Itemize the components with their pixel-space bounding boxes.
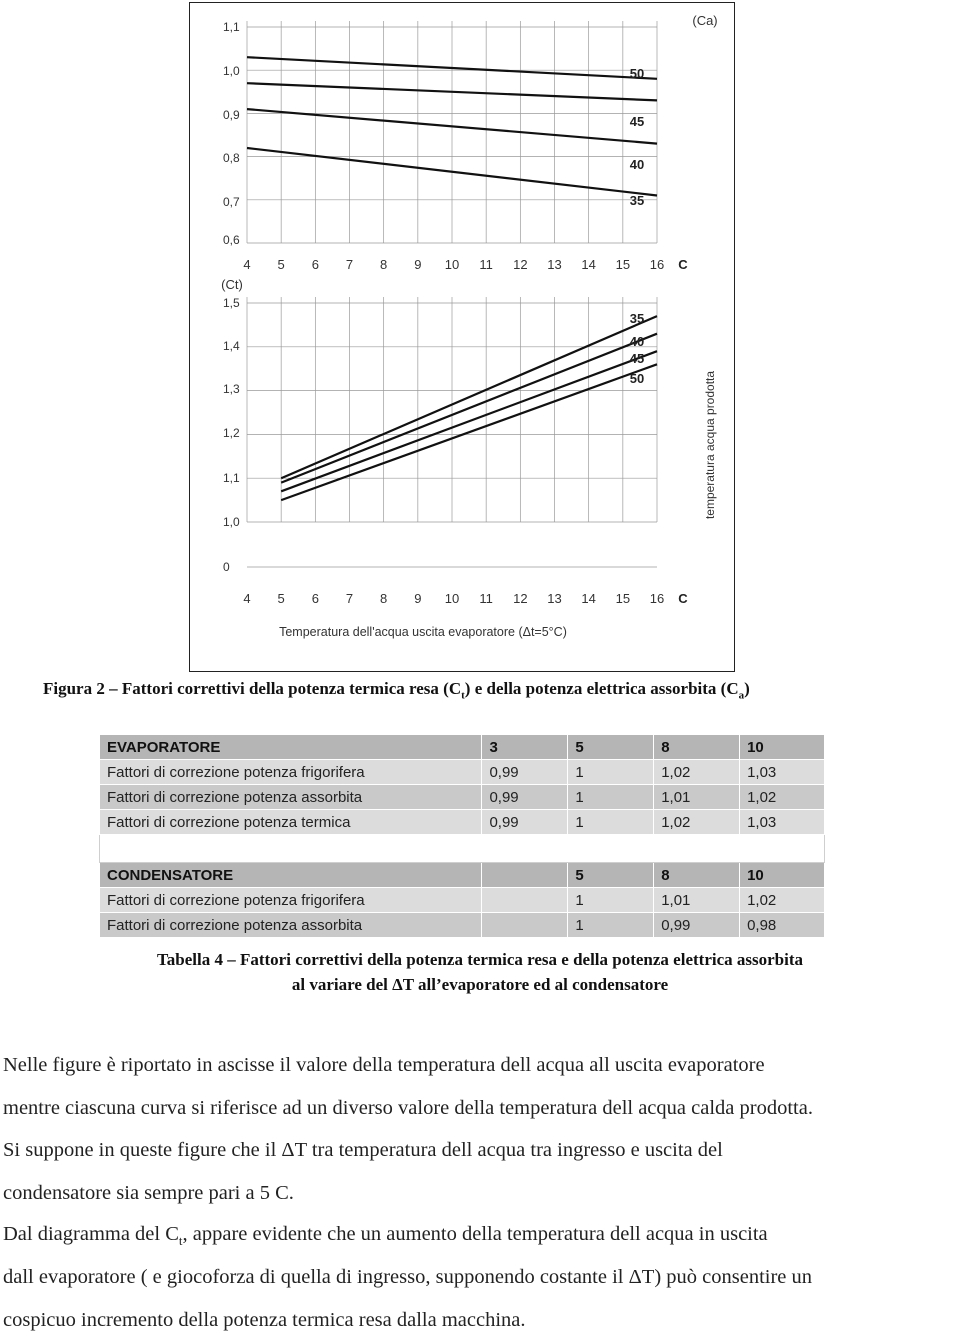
x-tick-label: 14 [581, 257, 596, 272]
table-cell: 1 [568, 913, 654, 938]
series-line [281, 351, 657, 491]
x-tick-label: 5 [277, 591, 285, 606]
y-tick-label: 0,6 [223, 233, 240, 247]
table-cell: 0,99 [482, 760, 568, 785]
y-tick-label: 1,0 [223, 515, 240, 529]
y-tick-label: 1,3 [223, 382, 240, 396]
paragraph-line: Si suppone in queste figure che il ΔT tra temperatura dell acqua tra ingresso e uscita del [3, 1139, 723, 1161]
table-spacer-row [100, 835, 825, 863]
paragraph-line: Dal diagramma del $C_t$, appare evidente che un aumento della temperatura dell acqua in uscita [3, 1223, 768, 1249]
x-tick-label: 15 [615, 257, 631, 272]
x-tick-label: 10 [444, 257, 460, 272]
table-row [100, 810, 825, 835]
table-row [100, 913, 825, 938]
table-header-row [100, 863, 825, 888]
x-tick-label: 16 [649, 257, 665, 272]
table-cell: 0,99 [482, 810, 568, 835]
x-axis-title: Temperatura dell'acqua uscita evaporatore (Δt=5°C) [279, 625, 567, 639]
paragraph-line: dall evaporatore ( e giocoforza di quella di ingresso, supponendo costante il ΔT) può consentire un [3, 1266, 813, 1288]
x-axis-unit: C [678, 591, 688, 606]
x-tick-label: 4 [243, 257, 251, 272]
x-tick-label: 9 [414, 591, 422, 606]
table-cell: Fattori di correzione potenza assorbita [100, 913, 482, 938]
table-cell: EVAPORATORE [100, 735, 482, 760]
series-label: 40 [629, 157, 645, 172]
series-label: 50 [629, 371, 645, 386]
table-cell: 0,99 [654, 913, 740, 938]
ca-unit-label: (Ca) [692, 13, 718, 28]
correction-factor-charts [190, 3, 736, 673]
table-cell: 1 [568, 785, 654, 810]
table-cell: 1 [568, 760, 654, 785]
table-cell: 8 [654, 863, 740, 888]
x-tick-label: 16 [649, 591, 665, 606]
x-tick-label: 11 [479, 257, 493, 272]
table-cell: 5 [568, 863, 654, 888]
table-caption: Tabella 4 – Fattori correttivi della potenza termica resa e della potenza elettrica assorbita [157, 950, 803, 969]
table-row [100, 785, 825, 810]
y-tick-label: 1,5 [223, 296, 240, 310]
y-tick-label: 1,1 [223, 20, 240, 34]
table-cell: 1 [568, 810, 654, 835]
paragraph-line: Nelle figure è riportato in ascisse il valore della temperatura dell acqua all uscita evaporatore [3, 1054, 765, 1076]
table-cell [482, 888, 568, 913]
table-cell: 1,02 [740, 785, 825, 810]
table-cell: 8 [654, 735, 740, 760]
y-tick-label: 1,1 [223, 471, 240, 485]
table-row [100, 888, 825, 913]
paragraph-line: condensatore sia sempre pari a 5 C. [3, 1182, 294, 1204]
x-tick-label: 12 [513, 591, 528, 606]
table-cell: 1,03 [740, 760, 825, 785]
series-line [281, 334, 657, 483]
table-header-row [100, 735, 825, 760]
paragraph-line: mentre ciascuna curva si riferisce ad un diverso valore della temperatura dell acqua calda prodotta. [3, 1097, 813, 1119]
table-cell: 1,02 [654, 810, 740, 835]
table-cell: CONDENSATORE [100, 863, 482, 888]
x-tick-label: 15 [615, 591, 631, 606]
y-tick-label: 1,2 [223, 426, 240, 440]
table-cell: 10 [740, 863, 825, 888]
table-cell: 0,99 [482, 785, 568, 810]
table-cell [482, 913, 568, 938]
series-line [281, 364, 657, 500]
table-cell: Fattori di correzione potenza frigorifera [100, 888, 482, 913]
x-tick-label: 6 [311, 257, 319, 272]
vertical-axis-label: temperatura acqua prodotta [703, 370, 717, 520]
table-cell: 1,01 [654, 785, 740, 810]
x-tick-label: 4 [243, 591, 251, 606]
y-tick-label: 0,9 [223, 108, 240, 122]
x-tick-label: 13 [547, 257, 562, 272]
y-tick-label: 0,8 [223, 151, 240, 165]
table-cell: 5 [568, 735, 654, 760]
x-tick-label: 7 [345, 591, 354, 606]
table-cell: 1 [568, 888, 654, 913]
series-label: 45 [629, 114, 645, 129]
x-tick-label: 7 [345, 257, 354, 272]
correction-factors-table [99, 734, 825, 938]
ct-unit-label: (Ct) [221, 277, 243, 292]
table-cell [482, 863, 568, 888]
x-tick-label: 11 [479, 591, 493, 606]
table-cell: 1,03 [740, 810, 825, 835]
table-cell: Fattori di correzione potenza frigorifera [100, 760, 482, 785]
table-cell: 1,01 [654, 888, 740, 913]
x-axis-unit: C [678, 257, 688, 272]
figure-caption: Figura 2 – Fattori correttivi della potenza termica resa $(C_t)$ e della potenza elettrica assorbita $(C_a)$ [43, 679, 750, 702]
table-caption-line2: al variare del ΔT all’evaporatore ed al condensatore [291, 975, 669, 994]
y-tick-label: 0,7 [223, 195, 240, 209]
series-label: 50 [629, 66, 645, 81]
x-tick-label: 9 [414, 257, 422, 272]
y-tick-label: 1,0 [223, 64, 240, 78]
series-label: 35 [629, 193, 645, 208]
table-cell: 10 [740, 735, 825, 760]
x-tick-label: 10 [444, 591, 460, 606]
series-line [281, 316, 657, 478]
y-tick-label: 0 [223, 560, 230, 574]
x-tick-label: 13 [547, 591, 562, 606]
table-cell: 3 [482, 735, 568, 760]
y-tick-label: 1,4 [223, 339, 240, 353]
x-tick-label: 8 [380, 257, 388, 272]
table-row [100, 760, 825, 785]
x-tick-label: 8 [380, 591, 388, 606]
x-tick-label: 12 [513, 257, 528, 272]
figure-frame [189, 2, 735, 672]
paragraph-line: cospicuo incremento della potenza termica resa dalla macchina. [3, 1309, 526, 1331]
series-label: 40 [629, 334, 645, 349]
table-cell: Fattori di correzione potenza assorbita [100, 785, 482, 810]
table-cell: 1,02 [740, 888, 825, 913]
table-cell: 1,02 [654, 760, 740, 785]
series-label: 45 [629, 351, 645, 366]
table-cell: 0,98 [740, 913, 825, 938]
x-tick-label: 14 [581, 591, 596, 606]
table-cell: Fattori di correzione potenza termica [100, 810, 482, 835]
x-tick-label: 5 [277, 257, 285, 272]
x-tick-label: 6 [311, 591, 319, 606]
series-label: 35 [629, 311, 645, 326]
